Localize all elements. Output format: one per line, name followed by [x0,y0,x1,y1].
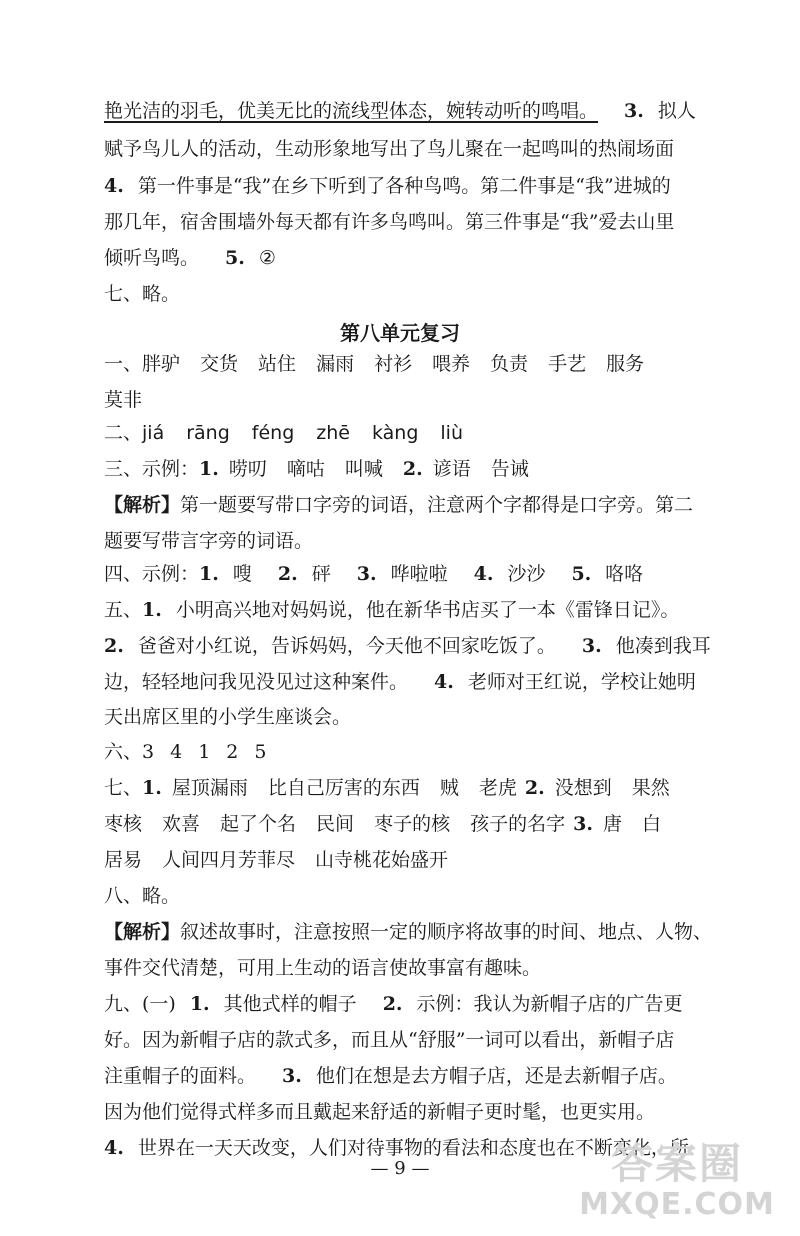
answer-text: 小明高兴地对妈妈说，他在新华书店买了一本《雷锋日记》。 [175,599,680,621]
pinyin: kàng [371,422,419,444]
item-number: 3. [624,100,644,122]
answer-text: ② [258,247,276,269]
section-label: 七、 [104,777,143,799]
answer-line [104,776,690,800]
item-number: 4. [473,563,494,585]
word: 贼 [439,777,459,799]
answer-line: 七、略。 [104,283,181,305]
sequence-number: 1 [198,741,211,763]
sequence-number: 4 [170,741,183,763]
answer-line: 赋予鸟儿人的活动，生动形象地写出了鸟儿聚在一起鸣叫的热闹场面 [104,138,675,160]
answer-line [104,99,696,123]
word: 孩子的名字 [470,813,566,835]
item-number: 2. [524,777,545,799]
analysis-line [104,920,712,944]
word: 枣核 [104,813,143,835]
word: 咯咯 [605,563,644,585]
word: 民间 [316,813,355,835]
word: 人间四月芳菲尽 [162,849,296,871]
item-number: 3. [282,1065,302,1087]
pinyin: féng [251,422,295,444]
item-number: 2. [382,993,403,1015]
answer-line [104,352,664,376]
answer-line: 天出席区里的小学生座谈会。 [104,706,352,728]
item-number: 2. [277,563,298,585]
answer-line [104,670,696,694]
answer-line [104,174,671,198]
word: 嘀咕 [286,458,325,480]
answer-line [104,421,485,445]
answer-line: 那几年，宿舍围墙外每天都有许多鸟鸣叫。第三件事是“我”爱去山里 [104,211,675,233]
item-number: 2. [402,458,423,480]
answer-line [104,634,711,658]
analysis-line: 事件交代清楚，可用上生动的语言使故事富有趣味。 [104,957,542,979]
item-number: 4. [104,1137,124,1159]
word: 起了个名 [220,813,297,835]
analysis-text: 叙述故事时，注意按照一定的顺序将故事的时间、地点、人物、 [180,921,713,943]
word: 哗啦啦 [390,563,448,585]
analysis-line [104,493,693,517]
section-label: 九、(一) [104,993,176,1015]
answer-text: 倾听鸟鸣。 [104,247,200,269]
word: 沙沙 [507,563,546,585]
answer-line [104,598,679,622]
answer-line: 因为他们觉得式样多而且戴起来舒适的新帽子更时髦，也更实用。 [104,1101,656,1123]
answer-line: 八、略。 [104,885,181,907]
word: 告诫 [490,458,529,480]
answer-text: 他们在想是去方帽子店，还是去新帽子店。 [315,1065,677,1087]
answer-text: 拟人 [657,100,696,122]
watermark-logo [572,1140,782,1226]
item-number: 3. [573,813,593,835]
answer-line [104,740,266,764]
answer-text: 第一件事是“我”在乡下听到了各种鸟鸣。第二件事是“我”进城的 [137,175,671,197]
answer-line [104,848,468,872]
page-number: — 9 — [370,1158,430,1179]
answer-line [104,812,681,836]
analysis-tag: 【解析】 [104,921,181,943]
section-heading: 第八单元复习 [340,321,460,345]
section-label: 六、 [104,741,143,763]
answer-text: 世界在一天天改变，人们对待事物的看法和态度也在不断变化，所 [137,1137,689,1159]
item-number: 4. [104,175,124,197]
answer-text: 他凑到我耳 [615,635,711,657]
section-label: 五、 [104,599,143,621]
item-number: 3. [581,635,602,657]
word: 谚语 [432,458,471,480]
analysis-line: 题要写带言字旁的词语。 [104,530,314,552]
word: 叫喊 [344,458,383,480]
item-number: 2. [104,635,124,657]
word: 负责 [490,353,529,375]
word: 交货 [200,353,239,375]
section-label: 三、示例： [104,458,200,480]
pinyin: liù [440,422,464,444]
word: 居易 [104,849,143,871]
answer-line: 好。因为新帽子店的款式多，而且从“舒服”一词可以看出，新帽子店 [104,1029,675,1051]
underlined-answer: 艳光洁的羽毛，优美无比的流线型体态，婉转动听的鸣唱。 [104,100,599,122]
answer-text: 爸爸对小红说，告诉妈妈，今天他不回家吃饭了。 [137,635,556,657]
word: 唠叨 [228,458,267,480]
word: 喂养 [432,353,471,375]
word: 山寺桃花始盛开 [315,849,449,871]
watermark-bottom: MXQE.COM [579,1187,775,1222]
answer-text: 老师对王红说，学校让她明 [467,671,696,693]
answer-line [104,562,643,586]
pinyin: jiá [142,422,165,444]
word: 比自己厉害的东西 [267,777,420,799]
answer-line [104,1064,677,1088]
word: 衬衫 [374,353,413,375]
word: 枣子的核 [374,813,451,835]
answer-line [104,457,549,481]
word: 白 [641,813,661,835]
item-number: 5. [225,247,245,269]
pinyin: rāng [186,422,230,444]
item-number: 5. [571,563,592,585]
answer-text: 示例：我认为新帽子店的广告更 [416,993,683,1015]
word: 果然 [631,777,670,799]
answer-line [104,246,276,270]
sequence-number: 2 [226,741,239,763]
section-label: 二、 [104,422,143,444]
answer-line [104,992,683,1016]
section-label: 四、示例： [104,563,200,585]
item-number: 1. [142,777,162,799]
word: 服务 [606,353,645,375]
word: 欢喜 [162,813,201,835]
answer-line: 莫非 [104,389,143,411]
word: 屋顶漏雨 [171,777,248,799]
word: 手艺 [548,353,587,375]
analysis-tag: 【解析】 [104,494,181,516]
word: 站住 [258,353,297,375]
sequence-number: 5 [254,741,267,763]
word: 漏雨 [316,353,355,375]
item-number: 1. [142,599,162,621]
item-number: 1. [189,993,210,1015]
pinyin: zhē [316,422,350,444]
section-label: 一、 [104,353,143,375]
word: 没想到 [554,777,612,799]
analysis-text: 第一题要写带口字旁的词语，注意两个字都得是口字旁。第二 [180,494,694,516]
item-number: 3. [356,563,377,585]
word: 老虎 [478,777,517,799]
word: 嗖 [232,563,252,585]
sequence-number: 3 [142,741,155,763]
answer-text: 其他式样的帽子 [223,993,357,1015]
word: 唐 [602,813,622,835]
item-number: 1. [199,458,219,480]
item-number: 1. [199,563,219,585]
word: 胖驴 [142,353,181,375]
answer-text: 注重帽子的面料。 [104,1065,257,1087]
word: 砰 [311,563,331,585]
watermark-top: 答案圈 [610,1139,743,1188]
answer-text: 边，轻轻地问我见没见过这种案件。 [104,671,409,693]
item-number: 4. [434,671,454,693]
